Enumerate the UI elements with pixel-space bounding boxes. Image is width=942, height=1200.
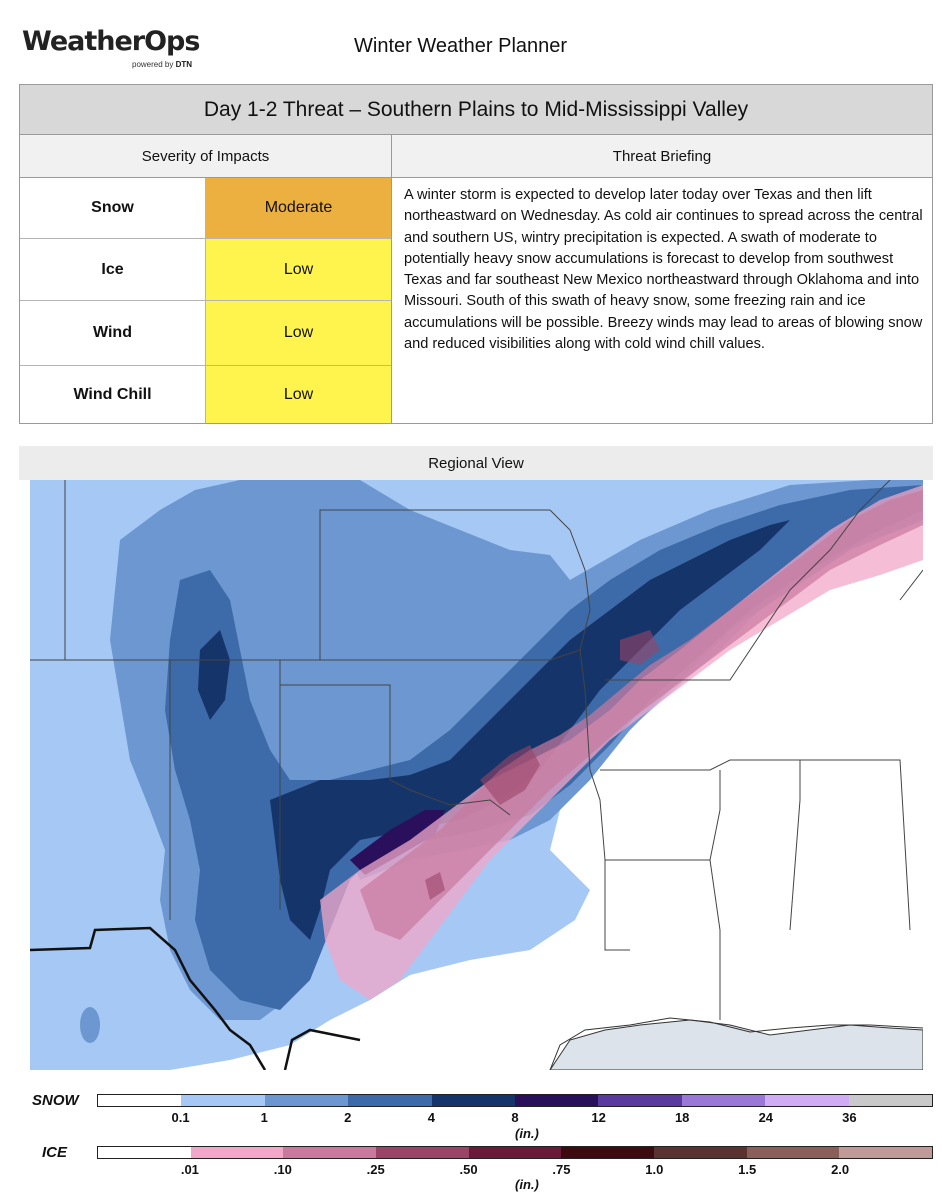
threat-heading: Day 1-2 Threat – Southern Plains to Mid-Mississippi Valley [20, 85, 932, 135]
severity-row-wind [20, 301, 391, 366]
regional-view-heading: Regional View [19, 446, 933, 480]
snow-legend-swatch [682, 1095, 765, 1106]
ice-legend-tick: .10 [273, 1162, 292, 1177]
ice-legend-swatch [654, 1147, 747, 1158]
regional-snow-ice-map [30, 480, 923, 1070]
ice-legend-swatch [469, 1147, 562, 1158]
severity-value: Low [206, 239, 391, 300]
ice-legend-swatch [839, 1147, 932, 1158]
ice-legend-tick: .75 [552, 1162, 571, 1177]
snow-legend-tick: 18 [674, 1110, 690, 1125]
column-divider [391, 177, 392, 423]
severity-value: Low [206, 301, 391, 365]
snow-legend-tick: 2 [344, 1110, 352, 1125]
snow-legend-bar [97, 1094, 933, 1107]
snow-legend-swatch [98, 1095, 181, 1106]
logo-wordmark: WeatherOps [22, 26, 200, 57]
severity-label: Snow [20, 178, 206, 238]
severity-label: Wind Chill [20, 366, 206, 423]
ice-legend-tick: .25 [366, 1162, 385, 1177]
snow-legend-tick: 36 [842, 1110, 857, 1125]
severity-value: Low [206, 366, 391, 423]
snow-legend-tick: 4 [427, 1110, 436, 1125]
briefing-header: Threat Briefing [392, 135, 932, 178]
snow-legend-tick: 0.1 [171, 1110, 190, 1125]
snow-legend-swatch [598, 1095, 681, 1106]
severity-row-ice [20, 239, 391, 301]
severity-row-wind-chill [20, 366, 391, 423]
threat-briefing-text: A winter storm is expected to develop later today over Texas and then lift northeastward on Wednesday. As cold air continues to spread across the central and southern US, wintry precipitation is expected. A swath of moderate to potentially heavy snow accumulations is forecast to develop from southwest Texas and far southeast New Mexico northeastward through Oklahoma and into Missouri. South of this swath of heavy snow, some freezing rain and ice accumulations will be possible. Breezy winds may lead to areas of blowing snow and reduced visibilities along with cold wind chill values. [404, 187, 923, 353]
snow-legend-tick: 24 [758, 1110, 774, 1125]
ice-legend-unit: (in.) [515, 1177, 539, 1192]
logo-powered-by: powered by DTN [132, 60, 193, 69]
snow-legend-swatch [515, 1095, 598, 1106]
snow-legend-tick: 8 [511, 1110, 519, 1125]
snow-legend-swatch [181, 1095, 264, 1106]
severity-row-snow [20, 178, 391, 239]
ice-legend-tick: .01 [180, 1162, 199, 1177]
ice-legend-tick: .50 [459, 1162, 478, 1177]
weatherops-logo [22, 26, 222, 72]
snow-legend-swatch [348, 1095, 431, 1106]
snow-legend-unit: (in.) [515, 1126, 539, 1141]
ice-legend-swatch [376, 1147, 469, 1158]
ice-legend-swatch [561, 1147, 654, 1158]
severity-label: Wind [20, 301, 206, 365]
snow-legend-swatch [849, 1095, 932, 1106]
snow-legend-tick: 12 [591, 1110, 606, 1125]
snow-legend-swatch [265, 1095, 348, 1106]
ice-legend-swatch [98, 1147, 191, 1158]
severity-header: Severity of Impacts [20, 135, 392, 178]
ice-legend-title: ICE [42, 1144, 68, 1161]
severity-value: Moderate [206, 178, 391, 238]
ice-legend-swatch [283, 1147, 376, 1158]
ice-legend-bar [97, 1146, 933, 1159]
severity-label: Ice [20, 239, 206, 300]
snow-legend-title: SNOW [32, 1092, 79, 1109]
ice-legend-tick: 1.5 [738, 1162, 757, 1177]
snow-legend-swatch [765, 1095, 848, 1106]
ice-legend-tick: 1.0 [645, 1162, 664, 1177]
snow-legend-tick: 1 [260, 1110, 268, 1125]
threat-table [19, 84, 933, 424]
snow-legend-swatch [432, 1095, 515, 1106]
ice-legend-swatch [191, 1147, 284, 1158]
page-title: Winter Weather Planner [354, 35, 568, 57]
ice-legend-swatch [747, 1147, 840, 1158]
ice-legend-tick: 2.0 [831, 1162, 850, 1177]
snow-spot [80, 1007, 100, 1043]
